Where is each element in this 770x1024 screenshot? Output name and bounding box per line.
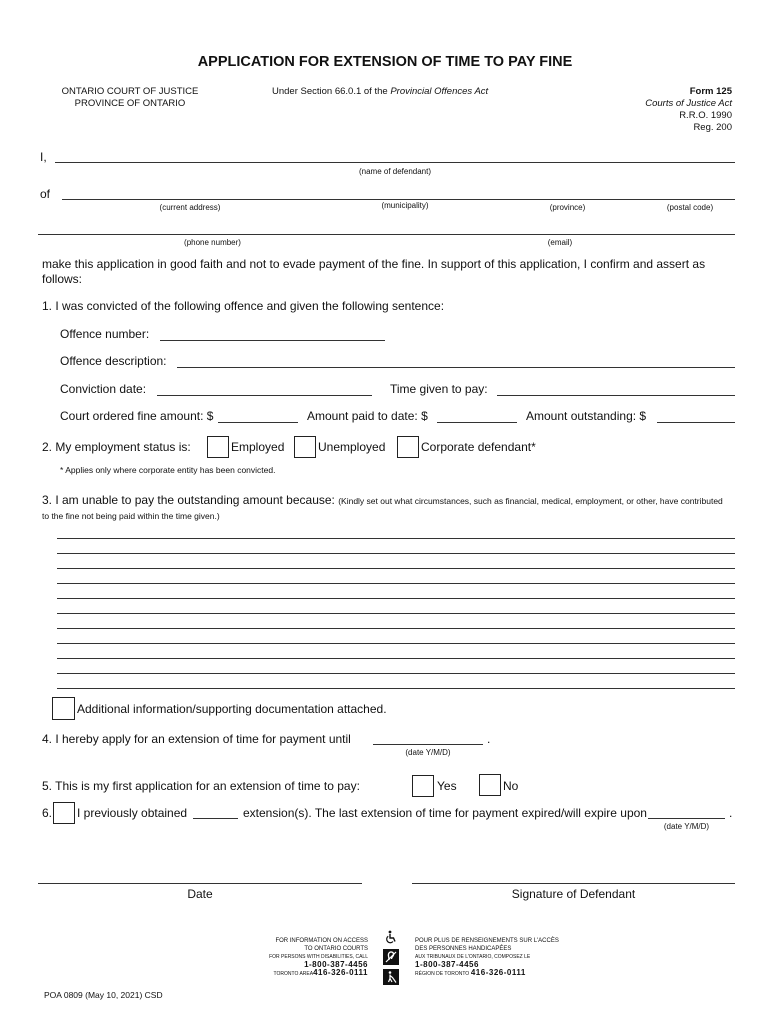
province-name: PROVINCE OF ONTARIO — [74, 98, 186, 109]
expiry-date-caption: (date Y/M/D) — [663, 822, 710, 831]
question-6-part1: I previously obtained — [77, 806, 188, 820]
yes-label: Yes — [437, 779, 457, 793]
amount-outstanding-label: Amount outstanding: $ — [526, 409, 647, 423]
question-1-label: 1. I was convicted of the following offence and given the following sentence: — [42, 299, 445, 313]
reason-line[interactable] — [57, 568, 735, 569]
reason-line[interactable] — [57, 673, 735, 674]
offence-description-field[interactable] — [177, 367, 735, 368]
reason-line[interactable] — [57, 538, 735, 539]
extension-date-field[interactable] — [373, 744, 483, 745]
time-given-field[interactable] — [497, 395, 735, 396]
access-info-fr-line2: DES PERSONNES HANDICAPÉES — [415, 946, 512, 952]
question-5-label: 5. This is my first application for an extension of time to pay: — [42, 779, 360, 793]
reason-line[interactable] — [57, 583, 735, 584]
offence-number-label: Offence number: — [60, 327, 150, 341]
attached-checkbox[interactable] — [52, 697, 75, 720]
expiry-date-field[interactable] — [648, 818, 725, 819]
question-3-label: 3. I am unable to pay the outstanding amount because: — [42, 493, 339, 507]
fine-amount-field[interactable] — [218, 422, 298, 423]
no-checkbox[interactable] — [479, 774, 501, 796]
offence-description-label: Offence description: — [60, 354, 167, 368]
conviction-date-label: Conviction date: — [60, 382, 147, 396]
reason-line[interactable] — [57, 553, 735, 554]
previous-extension-checkbox[interactable] — [53, 802, 75, 824]
form-reference — [645, 86, 732, 134]
defendant-name-field[interactable] — [55, 162, 735, 163]
date-label: Date — [187, 887, 213, 901]
conviction-date-field[interactable] — [157, 395, 372, 396]
date-signature-field[interactable] — [38, 883, 362, 884]
form-code: POA 0809 (May 10, 2021) CSD — [44, 990, 163, 1000]
of-label: of — [40, 187, 51, 201]
corporate-checkbox[interactable] — [397, 436, 419, 458]
unemployed-label: Unemployed — [318, 440, 386, 454]
reason-line[interactable] — [57, 643, 735, 644]
toronto-area-en: TORONTO AREA — [273, 971, 314, 977]
corporate-label: Corporate defendant* — [421, 440, 536, 454]
form-reg: Reg. 200 — [693, 122, 732, 133]
access-info-en — [250, 937, 368, 978]
attached-label: Additional information/supporting documentation attached. — [77, 702, 387, 716]
toronto-phone-en: 416-326-0111 — [313, 968, 368, 977]
court-name: ONTARIO COURT OF JUSTICE — [61, 86, 199, 97]
access-info-fr — [415, 937, 585, 978]
question-3 — [42, 493, 732, 523]
phone-email-field[interactable] — [38, 234, 735, 235]
section-reference — [272, 86, 488, 98]
amount-paid-field[interactable] — [437, 422, 517, 423]
question-2-label: 2. My employment status is: — [42, 440, 191, 454]
question-4-label: 4. I hereby apply for an extension of time for payment until — [42, 732, 351, 746]
reason-line[interactable] — [57, 658, 735, 659]
form-number: Form 125 — [689, 86, 732, 97]
extensions-count-field[interactable] — [193, 818, 238, 819]
i-label: I, — [40, 150, 47, 164]
question-4-period: . — [487, 732, 491, 746]
accessibility-icons — [383, 929, 401, 985]
phone-en: 1-800-387-4456 — [304, 960, 368, 969]
corporate-note: * Applies only where corporate entity has been convicted. — [60, 465, 276, 475]
hearing-impaired-icon — [383, 949, 399, 965]
address-field[interactable] — [62, 199, 735, 200]
question-3-hint: (Kindly set out what circumstances, such as financial, medical, employment, or other, have contributed to the fine not being paid within the time given.) — [42, 496, 723, 521]
signature-field[interactable] — [412, 883, 735, 884]
reason-line[interactable] — [57, 688, 735, 689]
access-info-en-line2: TO ONTARIO COURTS — [304, 946, 368, 952]
access-info-fr-line1: POUR PLUS DE RENSEIGNEMENTS SUR L'ACCÈS — [415, 938, 559, 944]
access-info-en-line3: FOR PERSONS WITH DISABILITIES, CALL — [269, 954, 368, 960]
section-prefix: Under Section 66.0.1 of the — [272, 86, 391, 97]
reason-line[interactable] — [57, 613, 735, 614]
employed-checkbox[interactable] — [207, 436, 229, 458]
wheelchair-icon — [383, 929, 399, 945]
employed-label: Employed — [231, 440, 285, 454]
yes-checkbox[interactable] — [412, 775, 434, 797]
amount-outstanding-field[interactable] — [657, 422, 735, 423]
reason-line[interactable] — [57, 598, 735, 599]
toronto-phone-fr: 416-326-0111 — [470, 968, 526, 977]
extension-date-caption: (date Y/M/D) — [405, 748, 451, 757]
form-act: Courts of Justice Act — [645, 98, 732, 109]
question-6-part2: extension(s). The last extension of time for payment expired/will expire upon — [243, 806, 647, 820]
question-6-period: . — [729, 806, 733, 820]
phone-fr: 1-800-387-4456 — [415, 960, 479, 969]
fine-amount-label: Court ordered fine amount: $ — [60, 409, 214, 423]
province-caption: (province) — [549, 203, 586, 212]
question-6-number: 6. — [42, 806, 53, 820]
form-title: APPLICATION FOR EXTENSION OF TIME TO PAY FINE — [197, 54, 573, 70]
name-caption: (name of defendant) — [358, 167, 432, 176]
toronto-area-fr: RÉGION DE TORONTO — [415, 971, 470, 977]
signature-label: Signature of Defendant — [511, 887, 636, 901]
intro-statement: make this application in good faith and not to evade payment of the fine. In support of this application, I confirm and assert as follows: — [42, 257, 706, 286]
section-act: Provincial Offences Act — [390, 86, 489, 97]
access-info-fr-line3: AUX TRIBUNAUX DE L'ONTARIO, COMPOSEZ LE — [415, 954, 531, 960]
access-info-en-line1: FOR INFORMATION ON ACCESS — [275, 938, 368, 944]
offence-number-field[interactable] — [160, 340, 385, 341]
form-rro: R.R.O. 1990 — [679, 110, 732, 121]
no-label: No — [503, 779, 519, 793]
postal-code-caption: (postal code) — [666, 203, 714, 212]
amount-paid-label: Amount paid to date: $ — [307, 409, 428, 423]
email-caption: (email) — [547, 238, 573, 247]
municipality-caption: (municipality) — [381, 201, 429, 210]
blind-person-icon — [383, 969, 399, 985]
court-heading — [55, 86, 205, 110]
reason-line[interactable] — [57, 628, 735, 629]
unemployed-checkbox[interactable] — [294, 436, 316, 458]
time-given-label: Time given to pay: — [390, 382, 488, 396]
address-caption: (current address) — [159, 203, 221, 212]
phone-caption: (phone number) — [184, 238, 241, 247]
